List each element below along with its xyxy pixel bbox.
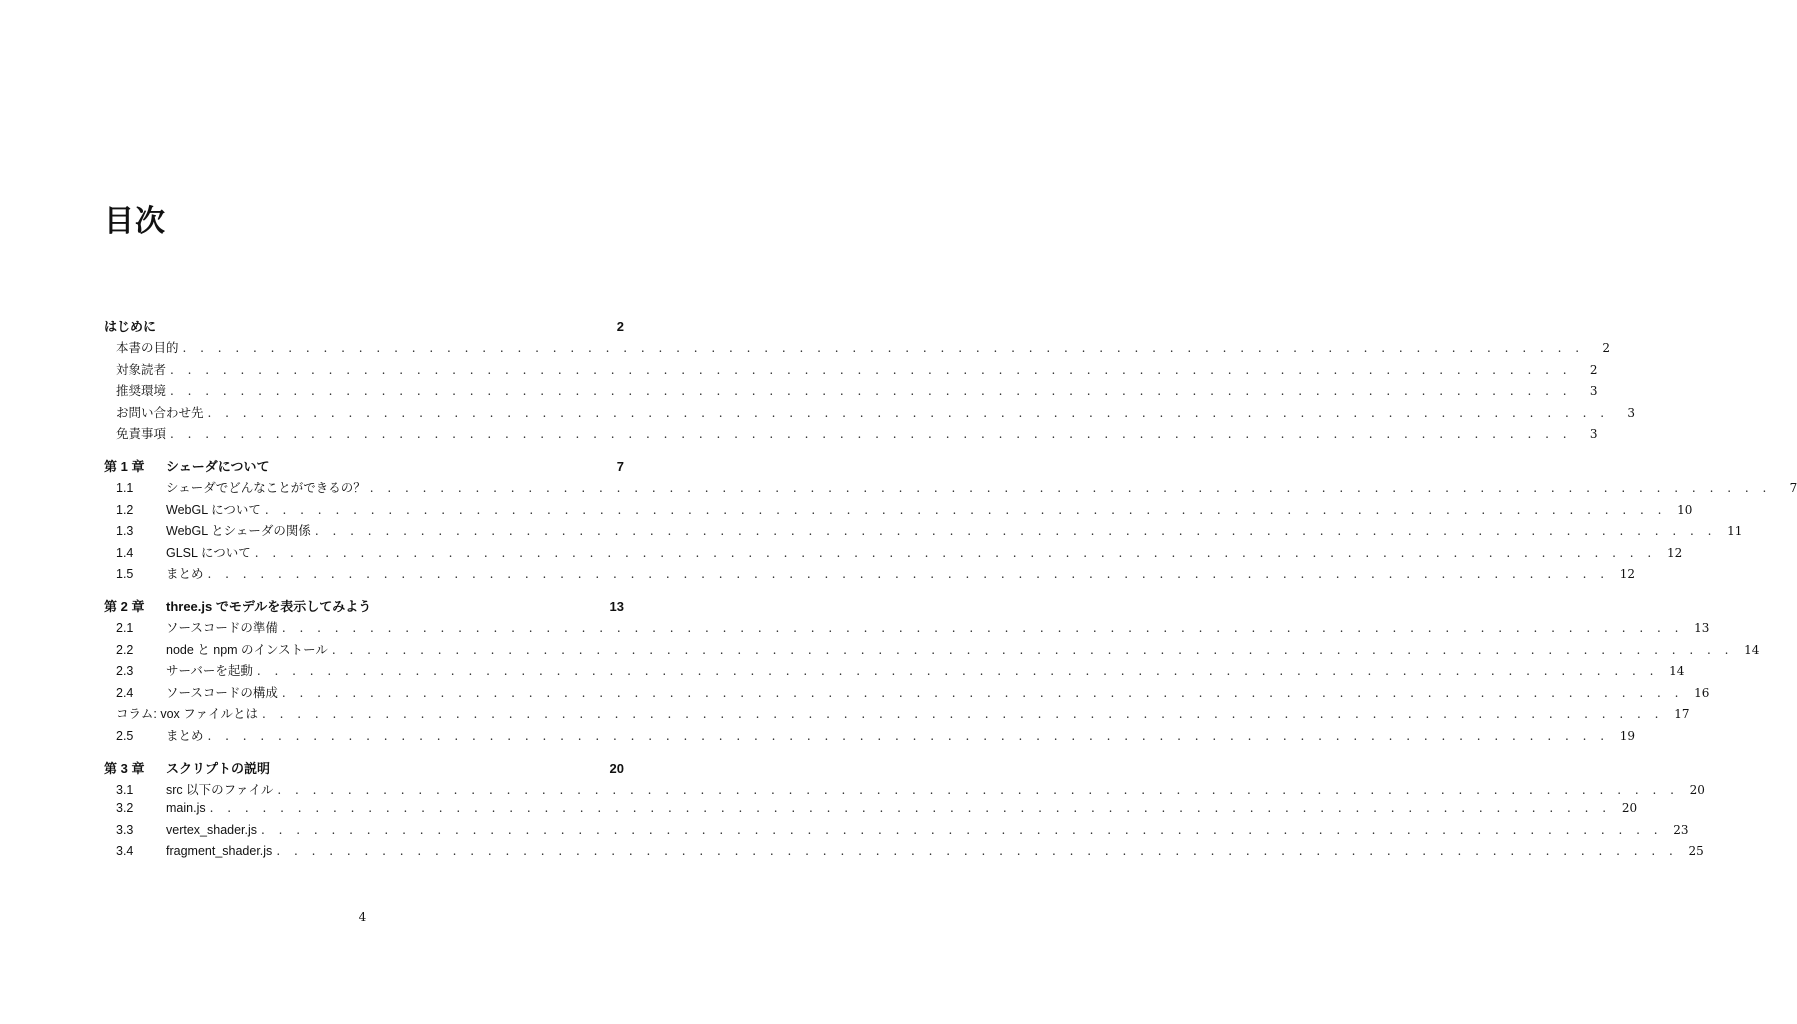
dot-leader: . . . . . . . . . . . . . . . . . . . . . . . . . . . . . . . . . . . . . . . . . . . . . . . . . . . . . . . . . . . . . . . . . . . . . . . . . . . . . . . . — [281, 685, 1684, 700]
section-page: 12 — [1619, 567, 1636, 582]
section-page: 20 — [1689, 782, 1705, 797]
chapter-number: 第 2 章 — [104, 598, 145, 614]
section-title: コラム: vox ファイルとは — [116, 707, 258, 722]
dot-leader: . . . . . . . . . . . . . . . . . . . . . . . . . . . . . . . . . . . . . . . . . . . . . . . . . . . . . . . . . . . . . . . . . . . . . . . . . . . . . . . . — [170, 362, 1572, 377]
toc-chapter-heading[interactable] — [104, 596, 624, 618]
section-title: src 以下のファイル — [166, 782, 274, 797]
section-page: 12 — [1666, 545, 1683, 560]
section-number: 2.5 — [116, 728, 134, 743]
dot-leader: . . . . . . . . . . . . . . . . . . . . . . . . . . . . . . . . . . . . . . . . . . . . . . . . . . . . . . . . . . . . . . . . . . . . . . . . . . . . . . . . — [256, 664, 1659, 679]
section-page: 3 — [1627, 405, 1636, 420]
toc-entry[interactable] — [104, 726, 1636, 748]
section-title: node と npm のインストール — [166, 642, 328, 657]
section-number: 2.2 — [116, 642, 134, 657]
section-page: 19 — [1619, 728, 1636, 743]
toc-entry[interactable] — [104, 338, 1611, 360]
section-number: 1.5 — [116, 567, 134, 582]
section-number: 1.3 — [116, 524, 134, 539]
section-title: 本書の目的 — [116, 341, 179, 355]
section-title: fragment_shader.js — [166, 844, 273, 859]
section-page: 3 — [1589, 427, 1598, 442]
section-title: 推奨環境 — [116, 384, 167, 399]
section-page: 2 — [1602, 341, 1611, 355]
section-page: 16 — [1694, 685, 1710, 700]
section-page: 14 — [1744, 642, 1760, 657]
toc-entry[interactable] — [104, 822, 1689, 845]
dot-leader: . . . . . . . . . . . . . . . . . . . . . . . . . . . . . . . . . . . . . . . . . . . . . . . . . . . . . . . . . . . . . . . . . . . . . . . . . . . . . . . . — [314, 524, 1717, 539]
toc-chapter-group — [104, 316, 1636, 446]
toc-chapter-heading[interactable] — [104, 456, 624, 478]
chapter-page: 2 — [616, 319, 624, 334]
toc-entry[interactable] — [104, 478, 1797, 500]
section-title: サーバーを起動 — [166, 664, 253, 679]
dot-leader: . . . . . . . . . . . . . . . . . . . . . . . . . . . . . . . . . . . . . . . . . . . . . . . . . . . . . . . . . . . . . . . . . . . . . . . . . . . . . . . . — [331, 642, 1734, 657]
section-page: 2 — [1589, 362, 1598, 377]
dot-leader: . . . . . . . . . . . . . . . . . . . . . . . . . . . . . . . . . . . . . . . . . . . . . . . . . . . . . . . . . . . . . . . . . . . . . . . . . . . . . . . . — [277, 782, 1679, 797]
section-number: 1.4 — [116, 545, 134, 560]
toc-entry[interactable] — [104, 403, 1636, 425]
toc-chapter-group — [104, 758, 1705, 866]
section-page: 11 — [1727, 524, 1743, 539]
toc-entry[interactable] — [104, 683, 1710, 705]
section-title: main.js — [166, 801, 206, 816]
toc-entry[interactable] — [104, 543, 1683, 565]
section-number: 2.1 — [116, 620, 134, 635]
section-page: 14 — [1669, 664, 1685, 679]
dot-leader: . . . . . . . . . . . . . . . . . . . . . . . . . . . . . . . . . . . . . . . . . . . . . . . . . . . . . . . . . . . . . . . . . . . . . . . . . . . . . . . . — [261, 822, 1663, 837]
toc-entry[interactable] — [104, 424, 1598, 446]
section-number: 2.3 — [116, 664, 134, 679]
toc-chapter-group — [104, 596, 1760, 748]
dot-leader: . . . . . . . . . . . . . . . . . . . . . . . . . . . . . . . . . . . . . . . . . . . . . . . . . . . . . . . . . . . . . . . . . . . . . . . . . . . . . . . . — [170, 384, 1572, 399]
section-title: 免責事項 — [116, 427, 167, 442]
section-title: まとめ — [166, 567, 204, 582]
section-title: WebGL について — [166, 502, 261, 517]
section-number: 3.3 — [116, 822, 134, 837]
page-title: 目次 — [104, 205, 166, 238]
dot-leader: . . . . . . . . . . . . . . . . . . . . . . . . . . . . . . . . . . . . . . . . . . . . . . . . . . . . . . . . . . . . . . . . . . . . . . . . . . . . . . . . — [209, 801, 1612, 816]
chapter-page: 13 — [609, 598, 624, 614]
section-number: 2.4 — [116, 685, 134, 700]
dot-leader: . . . . . . . . . . . . . . . . . . . . . . . . . . . . . . . . . . . . . . . . . . . . . . . . . . . . . . . . . . . . . . . . . . . . . . . . . . . . . . . . — [276, 844, 1678, 859]
section-page: 13 — [1694, 620, 1710, 635]
section-page: 3 — [1589, 384, 1598, 399]
dot-leader: . . . . . . . . . . . . . . . . . . . . . . . . . . . . . . . . . . . . . . . . . . . . . . . . . . . . . . . . . . . . . . . . . . . . . . . . . . . . . . . . — [207, 567, 1610, 582]
toc-entry[interactable] — [104, 618, 1710, 640]
section-page: 10 — [1677, 502, 1693, 517]
dot-leader: . . . . . . . . . . . . . . . . . . . . . . . . . . . . . . . . . . . . . . . . . . . . . . . . . . . . . . . . . . . . . . . . . . . . . . . . . . . . . . . . — [182, 341, 1585, 355]
section-page: 20 — [1621, 801, 1638, 816]
section-number: 1.1 — [116, 480, 134, 495]
toc-entry[interactable] — [104, 844, 1704, 866]
chapter-page: 7 — [616, 458, 624, 474]
section-number: 3.1 — [116, 782, 134, 797]
toc-chapter-heading[interactable] — [104, 758, 624, 780]
section-title: 対象読者 — [116, 362, 167, 377]
toc-entry[interactable] — [104, 780, 1705, 802]
dot-leader: . . . . . . . . . . . . . . . . . . . . . . . . . . . . . . . . . . . . . . . . . . . . . . . . . . . . . . . . . . . . . . . . . . . . . . . . . . . . . . . . — [254, 545, 1657, 560]
dot-leader: . . . . . . . . . . . . . . . . . . . . . . . . . . . . . . . . . . . . . . . . . . . . . . . . . . . . . . . . . . . . . . . . . . . . . . . . . . . . . . . . — [281, 620, 1684, 635]
chapter-title: シェーダについて — [166, 458, 270, 474]
section-number: 1.2 — [116, 502, 134, 517]
section-page: 17 — [1674, 707, 1690, 722]
dot-leader: . . . . . . . . . . . . . . . . . . . . . . . . . . . . . . . . . . . . . . . . . . . . . . . . . . . . . . . . . . . . . . . . . . . . . . . . . . . . . . . . — [262, 707, 1664, 722]
chapter-title: スクリプトの説明 — [166, 760, 271, 776]
chapter-title: three.js でモデルを表示してみよう — [166, 598, 372, 614]
toc-entry[interactable] — [104, 381, 1598, 403]
dot-leader: . . . . . . . . . . . . . . . . . . . . . . . . . . . . . . . . . . . . . . . . . . . . . . . . . . . . . . . . . . . . . . . . . . . . . . . . . . . . . . . . — [170, 427, 1572, 442]
dot-leader: . . . . . . . . . . . . . . . . . . . . . . . . . . . . . . . . . . . . . . . . . . . . . . . . . . . . . . . . . . . . . . . . . . . . . . . . . . . . . . . . — [264, 502, 1667, 517]
section-title: WebGL とシェーダの関係 — [166, 524, 311, 539]
dot-leader: . . . . . . . . . . . . . . . . . . . . . . . . . . . . . . . . . . . . . . . . . . . . . . . . . . . . . . . . . . . . . . . . . . . . . . . . . . . . . . . . — [369, 480, 1772, 495]
section-page: 7 — [1789, 480, 1797, 495]
chapter-number: 第 3 章 — [104, 760, 145, 776]
toc-entry[interactable] — [104, 661, 1685, 683]
toc-entry[interactable] — [104, 564, 1636, 586]
chapter-title: はじめに — [104, 319, 157, 334]
section-page: 23 — [1673, 822, 1689, 837]
section-page: 25 — [1688, 844, 1704, 859]
toc-entry[interactable] — [104, 640, 1760, 662]
toc-chapter-group — [104, 456, 1797, 586]
dot-leader: . . . . . . . . . . . . . . . . . . . . . . . . . . . . . . . . . . . . . . . . . . . . . . . . . . . . . . . . . . . . . . . . . . . . . . . . . . . . . . . . — [207, 728, 1610, 743]
toc-entry[interactable] — [104, 801, 1638, 823]
section-title: ソースコードの構成 — [166, 685, 278, 700]
table-of-contents — [104, 316, 1797, 876]
page-number: 4 — [358, 910, 367, 924]
toc-chapter-heading[interactable] — [104, 316, 624, 338]
section-title: まとめ — [166, 728, 204, 743]
toc-entry[interactable] — [104, 704, 1690, 726]
section-title: vertex_shader.js — [166, 822, 258, 837]
section-title: お問い合わせ先 — [116, 405, 204, 420]
section-number: 3.4 — [116, 844, 134, 859]
dot-leader: . . . . . . . . . . . . . . . . . . . . . . . . . . . . . . . . . . . . . . . . . . . . . . . . . . . . . . . . . . . . . . . . . . . . . . . . . . . . . . . . — [207, 405, 1610, 420]
chapter-page: 20 — [609, 760, 624, 776]
toc-entry[interactable] — [104, 500, 1693, 522]
section-title: シェーダでどんなことができるの？ — [166, 480, 366, 495]
section-title: ソースコードの準備 — [166, 620, 278, 635]
section-title: GLSL について — [166, 545, 251, 560]
toc-entry[interactable] — [104, 521, 1743, 543]
toc-entry[interactable] — [104, 360, 1598, 382]
section-number: 3.2 — [116, 801, 134, 816]
chapter-number: 第 1 章 — [104, 458, 145, 474]
